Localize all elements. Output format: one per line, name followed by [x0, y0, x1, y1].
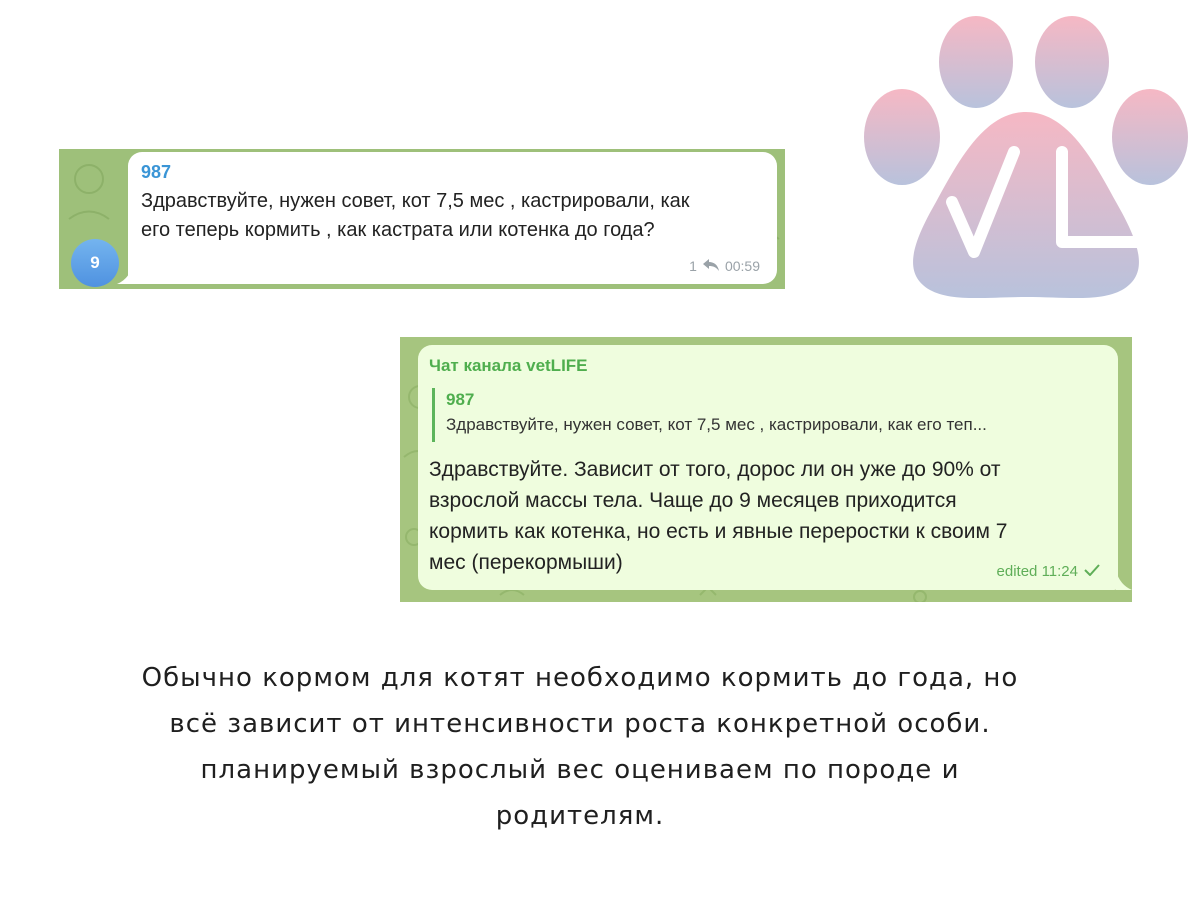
- edited-time: edited 11:24: [996, 563, 1078, 580]
- message-sender[interactable]: 987: [141, 162, 172, 182]
- checkmark-icon: [1084, 563, 1100, 580]
- reply-arrow-icon[interactable]: [703, 258, 719, 274]
- message-text: Здравствуйте. Зависит от того, дорос ли он уже до 90% от взрослой массы тела. Чаще до 9 месяцев приходится кормить как котенка, но есть и явные переростки к своим 7 мес (перекормыши): [429, 458, 1008, 574]
- avatar[interactable]: [71, 239, 119, 287]
- message-meta: [689, 258, 760, 274]
- chat-screenshot-question: [59, 149, 785, 289]
- paw-vl-logo-icon: [862, 12, 1190, 302]
- message-text: Здравствуйте, нужен совет, кот 7,5 мес , кастрировали, как его теперь кормить , как кастрата или котенка до года?: [141, 190, 690, 241]
- reply-quote[interactable]: [432, 388, 1104, 442]
- caption-text: Обычно кормом для котят необходимо кормить до года, но всё зависит от интенсивности роста конкретной особи. планируемый взрослый вес оцениваем по породе и родителям.: [141, 663, 1019, 831]
- reply-count: 1: [689, 258, 697, 274]
- reply-sender: 987: [446, 390, 475, 409]
- message-sender[interactable]: Чат канала vetLIFE: [429, 356, 588, 375]
- chat-screenshot-answer: [400, 337, 1132, 602]
- paw-logo: [862, 12, 1190, 302]
- message-time: 00:59: [724, 258, 760, 274]
- message-bubble-incoming[interactable]: [128, 152, 777, 284]
- message-meta: [997, 563, 1100, 580]
- avatar-label: 9: [90, 253, 100, 272]
- message-bubble-outgoing[interactable]: [418, 345, 1118, 590]
- reply-text: Здравствуйте, нужен совет, кот 7,5 мес , кастрировали, как его теп...: [446, 415, 987, 434]
- bubble-tail: [1116, 571, 1132, 590]
